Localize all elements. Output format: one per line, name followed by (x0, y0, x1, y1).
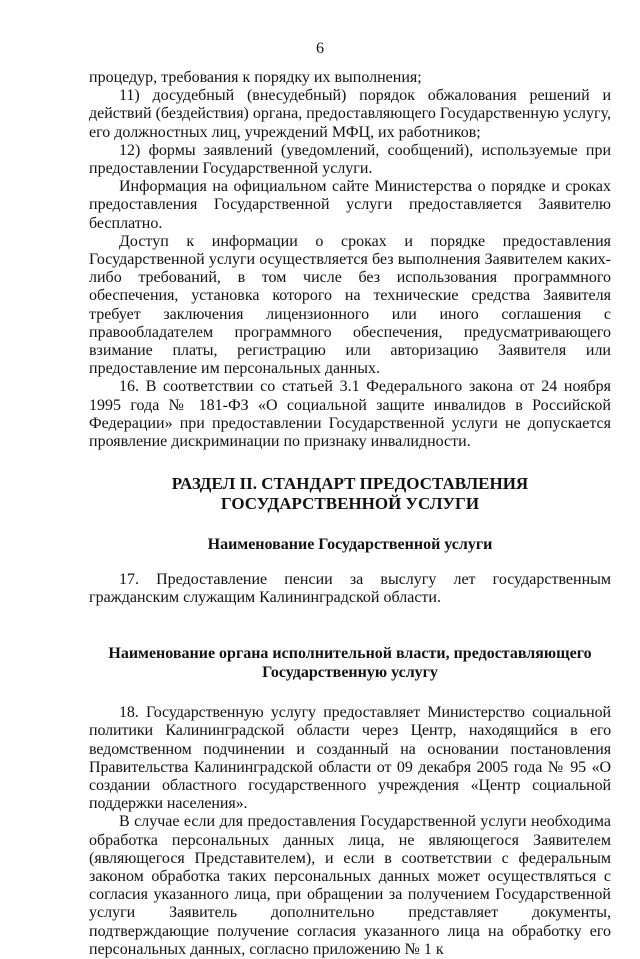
page-number: 6 (316, 40, 324, 57)
paragraph-item-11: 11) досудебный (внесудебный) порядок обжалования решений и действий (бездействия) органа, предоставляющего Государственную услугу, его должностных лиц, учреждений МФЦ, их работников; (89, 87, 611, 141)
paragraph-item-18: 18. Государственную услугу предоставляет Министерство социальной политики Калининградской области через Центр, находящийся в его ведомственном подчинении и созданный на основании постановления Правительства Калининградской области от 09 декабря 2005 года № 95 «О создании областного государственного учреждения «Центр социальной поддержки населения». (89, 704, 611, 813)
document-body (89, 69, 611, 959)
subheading-service-name: Наименование Государственной услуги (207, 536, 493, 554)
paragraph-personal-data: В случае если для предоставления Государственной услуги необходима обработка персональных данных лица, не являющегося Заявителем (являющегося Представителем), и если в соответствии с федеральным законом обработка таких персональных данных может осуществляться с согласия указанного лица, при обращении за получением Государственной услуги Заявитель дополнительно представляет документы, подтверждающие получение согласия указанного лица на обработку его персональных данных, согласно приложению № 1 к (89, 813, 611, 958)
paragraph-procedures: процедур, требования к порядку их выполнения; (89, 69, 422, 86)
paragraph-website-info: Информация на официальном сайте Министерства о порядке и сроках предоставления Государственной услуги предоставляется Заявителю бесплатно. (89, 178, 611, 232)
section-heading: РАЗДЕЛ II. СТАНДАРТ ПРЕДОСТАВЛЕНИЯ ГОСУДАРСТВЕННОЙ УСЛУГИ (171, 474, 529, 514)
paragraph-item-12: 12) формы заявлений (уведомлений, сообщений), используемые при предоставлении Государственной услуги. (89, 141, 611, 178)
paragraph-item-16: 16. В соответствии со статьей 3.1 Федерального закона от 24 ноября 1995 года № 181-ФЗ «О социальной защите инвалидов в Российской Федерации» при предоставлении Государственной услуги не допускается проявление дискриминации по признаку инвалидности. (89, 378, 611, 451)
subheading-executive-body: Наименование органа исполнительной власти, предоставляющего Государственную услугу (108, 645, 592, 681)
paragraph-item-17: 17. Предоставление пенсии за выслугу лет государственным гражданским служащим Калининградской области. (89, 570, 611, 606)
paragraph-access-info: Доступ к информации о сроках и порядке предоставления Государственной услуги осуществляется без выполнения Заявителем каких-либо требований, в том числе без использования программного обеспечения, установка которого на технические средства Заявителя требует заключения лицензионного или иного соглашения с правообладателем программного обеспечения, предусматривающего взимание платы, регистрацию или авторизацию Заявителя или предоставление им персональных данных. (89, 232, 611, 378)
